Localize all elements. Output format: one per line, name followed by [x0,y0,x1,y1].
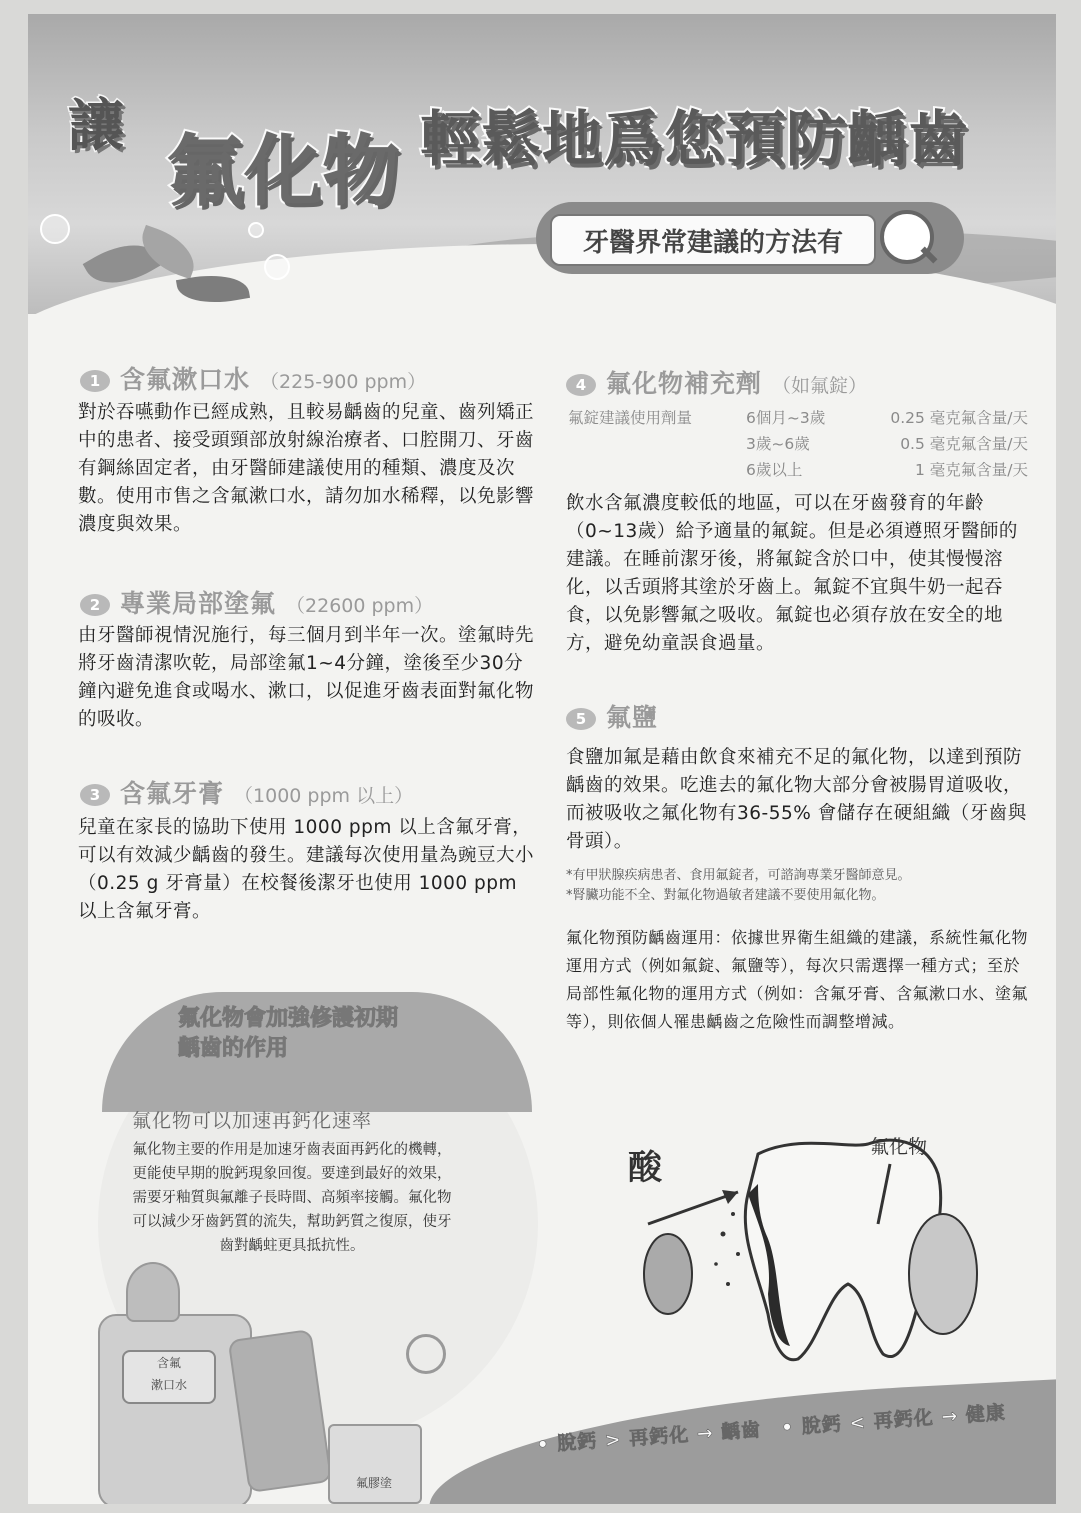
usage-paragraph [566,924,1036,1036]
usage-body: 依據世界衛生組織的建議，系統性氟化物運用方式（例如氟錠、氟鹽等），每次只需選擇一種方式；至於局部性氟化物的運用方式（例如：含氟牙膏、含氟漱口水、塗氟等），則依個人罹患齲齒之危險性而調整增減。 [566,928,1029,1031]
section-1-heading [80,360,426,396]
section-number: 2 [80,594,110,616]
slogan: • 脫鈣 > 再鈣化 → 齲齒 • 脫鈣 < 再鈣化 → 健康 [535,1401,1007,1457]
section-number: 4 [566,374,596,396]
page-title: 輕鬆地爲您預防齲齒 [420,105,969,175]
section-5-heading [566,698,668,734]
dosage-row [568,458,1028,484]
title-fluoride: 氟化物 [166,127,401,217]
acid-label: 酸 [628,1148,662,1188]
bubble-icon [264,254,290,280]
usage-title: 氟化物預防齲齒運用： [566,928,732,947]
section-number: 3 [80,784,110,806]
dosage-table [568,406,1028,484]
section-subtitle: （1000 ppm 以上） [234,785,414,807]
dosage-amount: 0.25 毫克氟含量/天 [890,409,1028,427]
section-4-body: 飲水含氟濃度較低的地區，可以在牙齒發育的年齡（0~13歲）給予適量的氟錠。但是必須遵照牙醫師的建議。在睡前潔牙後，將氟錠含於口中，使其慢慢溶化，以舌頭將其塗於牙齒上。氟錠不宜與牛奶一起吞食，以免影響氟之吸收。氟錠也必須存放在安全的地方，避免幼童誤食過量。 [566,493,1018,654]
mouthwash-bottle-icon [98,1314,252,1504]
section-subtitle: （22600 ppm） [286,595,434,617]
bubble-icon [40,214,70,244]
dosage-row [568,406,1028,432]
section-title: 專業局部塗氟 [120,589,277,618]
magnifier-icon [880,210,934,264]
info-circle-title: 氟化物會加強修護初期齲齒的作用 [178,1006,399,1061]
varnish-label: 氟膠塗 [355,1476,392,1490]
title-prefix: 讓 [68,94,124,159]
section-title: 含氟牙膏 [120,779,225,808]
flyer-page [28,14,1056,1504]
bottle-label-line: 含氟 [156,1356,181,1370]
fluoride-label: 氟化物 [870,1136,928,1158]
section-number: 1 [80,370,110,392]
info-circle-body: 氟化物主要的作用是加速牙齒表面再鈣化的機轉，更能使早期的脫鈣現象回復。要達到最好的效果，需要牙釉質與氟離子長時間、高頻率接觸。氟化物可以減少牙齒鈣質的流失，幫助鈣質之復原，使牙齒對齲蛀更具抵抗性。 [132,1142,452,1254]
bottle-label [122,1350,216,1404]
section-4-heading [566,364,867,400]
bottle-label-line: 漱口水 [150,1378,187,1392]
section-3-body: 兒童在家長的協助下使用 1000 ppm 以上含氟牙膏，可以有效減少齲齒的發生。建議每次使用量為豌豆大小（0.25 g 牙膏量）在校餐後潔牙也使用 1000 ppm 以上含氟牙膏。 [78,817,535,922]
dosage-amount: 1 毫克氟含量/天 [914,461,1028,479]
dosage-age: 3歲~6歲 [746,435,810,453]
dosage-row [568,432,1028,458]
varnish-box-icon [328,1424,422,1504]
section-2-heading [80,584,433,620]
section-title: 氟化物補充劑 [606,369,763,398]
subtitle-label: 牙醫界常建議的方法有 [550,214,876,266]
bubble-icon [248,222,264,238]
note: *腎臟功能不全、對氟化物過敏者建議不要使用氟化物。 [566,888,885,903]
info-circle-subtitle: 氟化物可以加速再鈣化速率 [132,1110,373,1132]
section-1-body: 對於吞嚥動作已經成熟，且較易齲齒的兒童、齒列矯正中的患者、接受頭頸部放射線治療者、口腔開刀、牙齒有鋼絲固定者，由牙醫師建議使用的種類、濃度及次數。使用市售之含氟漱口水，請勿加水稀釋，以免影響濃度與效果。 [78,402,535,535]
dosage-amount: 0.5 毫克氟含量/天 [900,435,1028,453]
section-3-heading [80,774,413,810]
section-title: 含氟漱口水 [120,365,251,394]
section-subtitle: （225-900 ppm） [260,371,427,393]
bottle-cap-icon [126,1262,180,1322]
section-number: 5 [566,708,596,730]
mirror-icon [406,1334,446,1374]
note: *有甲狀腺疾病患者、食用氟錠者，可諮詢專業牙醫師意見。 [566,868,911,883]
tooth-illustration [598,1124,1038,1384]
dosage-age: 6歲以上 [746,461,803,479]
dosage-label: 氟錠建議使用劑量 [568,409,693,427]
section-title: 氟鹽 [606,703,659,732]
dosage-age: 6個月~3歲 [746,409,826,427]
section-subtitle: （如氟錠） [772,375,868,397]
section-5-body: 食鹽加氟是藉由飲食來補充不足的氟化物，以達到預防齲齒的效果。吃進去的氟化物大部分會被腸胃道吸收，而被吸收之氟化物有36-55% 會儲存在硬組織（牙齒與骨頭）。 [566,747,1027,852]
section-2-body: 由牙醫師視情況施行，每三個月到半年一次。塗氟時先將牙齒清潔吹乾，局部塗氟1~4分鐘，塗後至少30分鐘內避免進食或喝水、漱口，以促進牙齒表面對氟化物的吸收。 [78,625,535,730]
